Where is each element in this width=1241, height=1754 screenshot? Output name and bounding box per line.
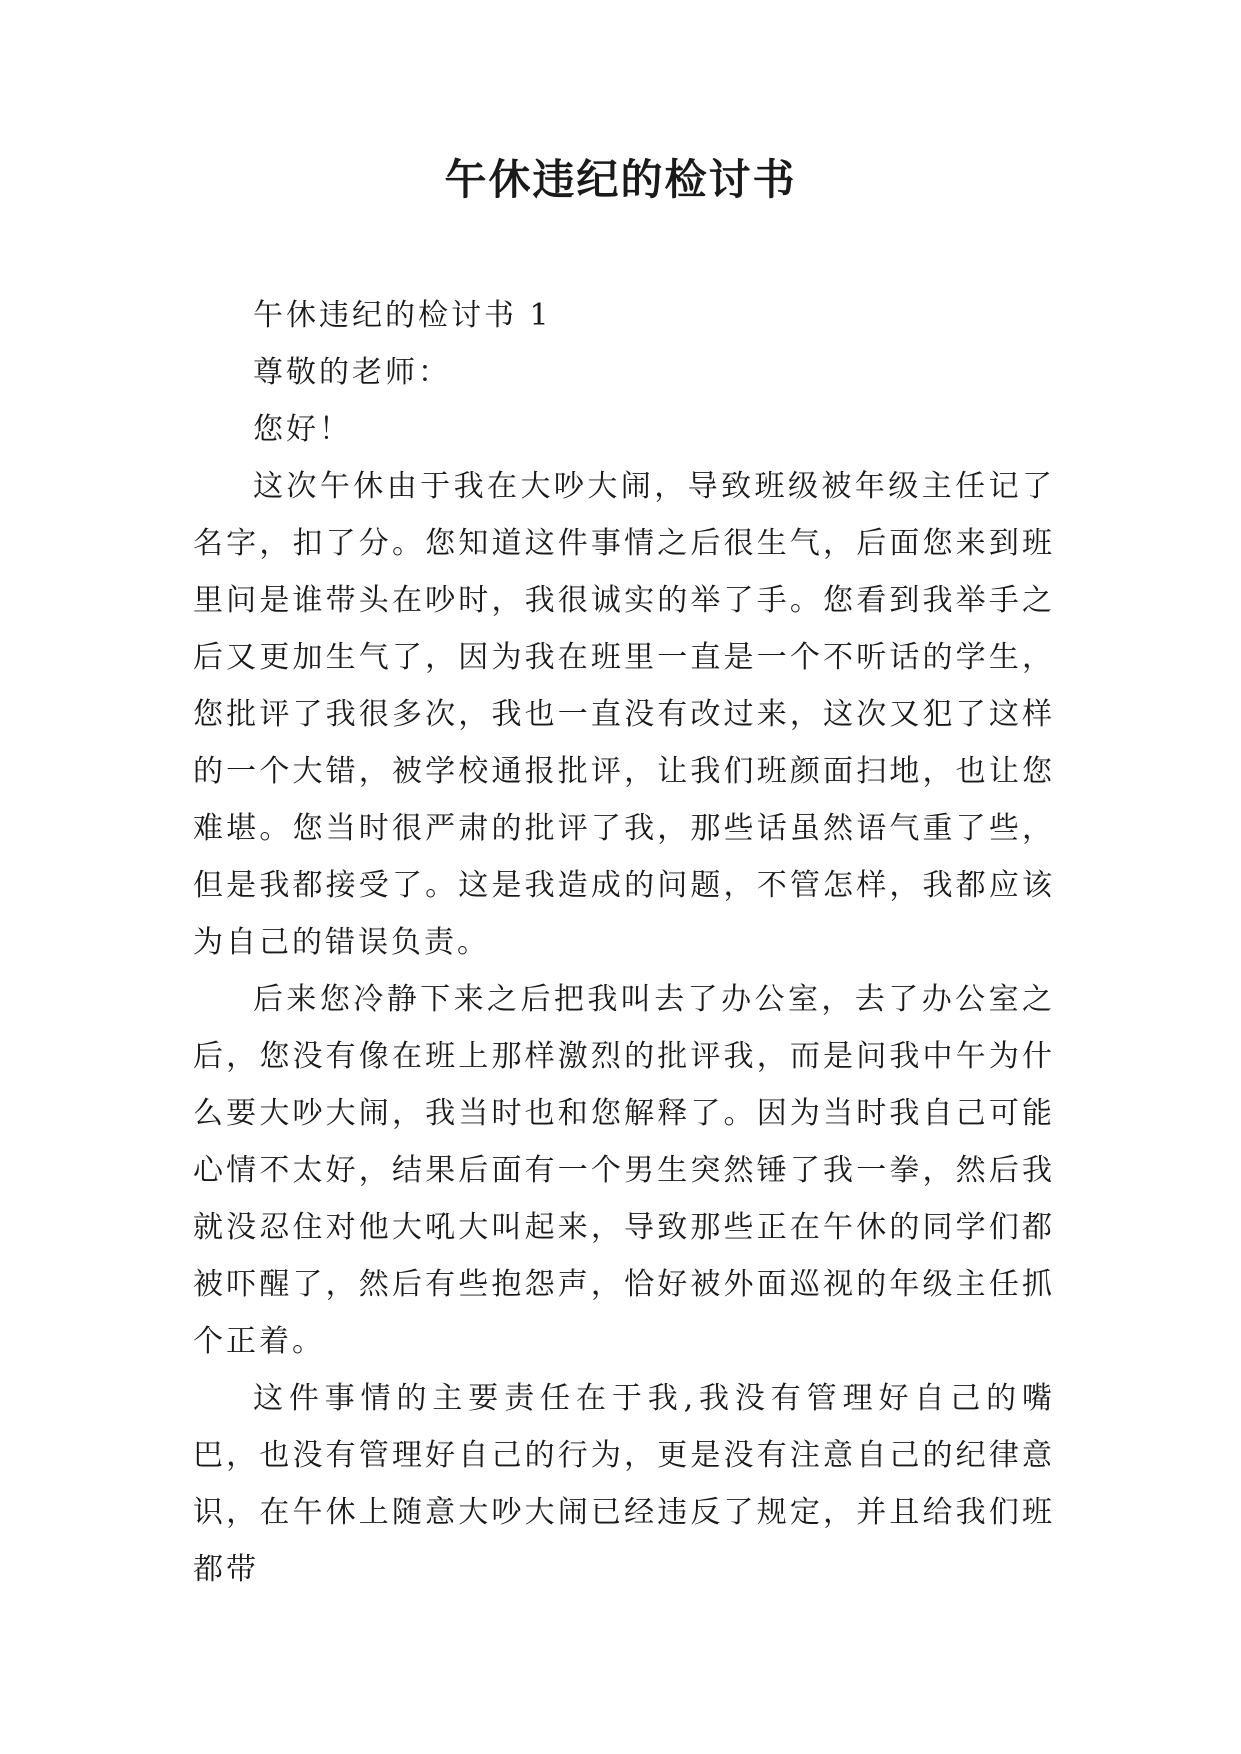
- document-title: 午休违纪的检讨书: [444, 155, 797, 204]
- section-heading: 午休违纪的检讨书 1: [253, 298, 552, 333]
- greeting: 您好！: [253, 412, 352, 447]
- salutation: 尊敬的老师：: [253, 355, 451, 390]
- body-paragraph: 后来您冷静下来之后把我叫去了办公室，去了办公室之后，您没有像在班上那样激烈的批评我，而是问我中午为什么要大吵大闹，我当时也和您解释了。因为当时我自己可能心情不太好，结果后面有一个男生突然锤了我一拳，然后我就没忍住对他大吼大叫起来，导致那些正在午休的同学们都被吓醒了，然后有些抱怨声，恰好被外面巡视的年级主任抓个正着。: [193, 982, 1055, 1359]
- body-paragraph: 这次午休由于我在大吵大闹，导致班级被年级主任记了名字，扣了分。您知道这件事情之后很生气，后面您来到班里问是谁带头在吵时，我很诚实的举了手。您看到我举手之后又更加生气了，因为我在班里一直是一个不听话的学生，您批评了我很多次，我也一直没有改过来，这次又犯了这样的一个大错，被学校通报批评，让我们班颜面扫地，也让您难堪。您当时很严肃的批评了我，那些话虽然语气重了些，但是我都接受了。这是我造成的问题，不管怎样，我都应该为自己的错误负责。: [193, 469, 1055, 960]
- body-paragraph: 这件事情的主要责任在于我,我没有管理好自己的嘴巴，也没有管理好自己的行为，更是没有注意自己的纪律意识，在午休上随意大吵大闹已经违反了规定，并且给我们班都带: [193, 1381, 1055, 1587]
- document-body: [193, 287, 1055, 1598]
